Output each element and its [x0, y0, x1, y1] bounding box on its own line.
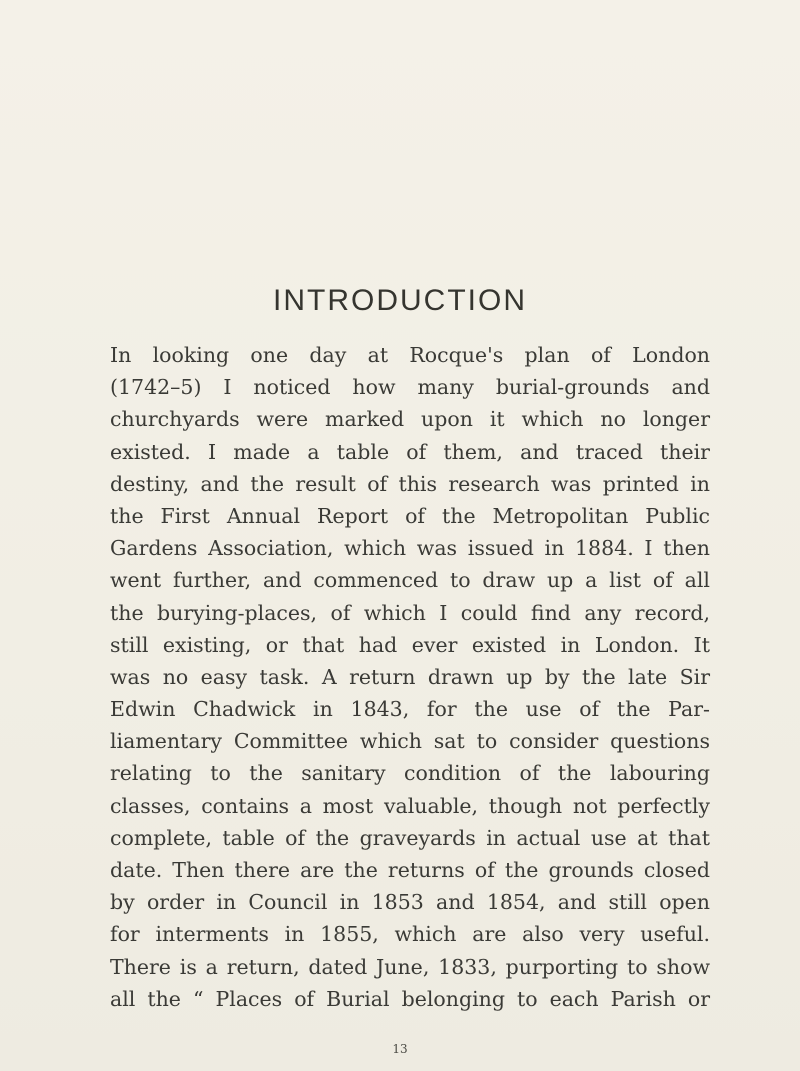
chapter-heading: INTRODUCTION	[273, 284, 527, 317]
text-line: relating to the sanitary condition of the labouring	[110, 761, 710, 786]
text-line: the burying-places, of which I could find any record,	[110, 600, 710, 625]
text-line: was no easy task. A return drawn up by the late Sir	[110, 664, 710, 689]
text-line: classes, contains a most valuable, though not perfectly	[110, 793, 710, 818]
text-line: In looking one day at Rocque's plan of London	[110, 343, 710, 367]
text-line: (1742–5) I noticed how many burial-grounds and	[110, 375, 710, 400]
text-line: There is a return, dated June, 1833, purporting to show	[110, 954, 710, 979]
text-line: by order in Council in 1853 and 1854, and still open	[110, 890, 710, 915]
text-line: all the “ Places of Burial belonging to each Parish or	[110, 986, 710, 1011]
text-line: Edwin Chadwick in 1843, for the use of the Par-	[110, 697, 710, 722]
text-line: existed. I made a table of them, and traced their	[110, 439, 710, 464]
text-line: destiny, and the result of this research was printed in	[110, 471, 710, 496]
text-line: for interments in 1855, which are also very useful.	[110, 922, 710, 947]
body-paragraph	[110, 339, 710, 1015]
text-line: went further, and commenced to draw up a list of all	[110, 568, 710, 593]
text-line: churchyards were marked upon it which no longer	[110, 407, 710, 432]
page-number: 13	[392, 1042, 408, 1056]
text-line: the First Annual Report of the Metropolitan Public	[110, 503, 710, 528]
text-line: complete, table of the graveyards in actual use at that	[110, 825, 710, 850]
text-line: date. Then there are the returns of the grounds closed	[110, 858, 710, 882]
text-line: liamentary Committee which sat to consider questions	[110, 729, 710, 754]
text-line: Gardens Association, which was issued in 1884. I then	[110, 536, 710, 561]
text-line: still existing, or that had ever existed in London. It	[110, 632, 710, 657]
